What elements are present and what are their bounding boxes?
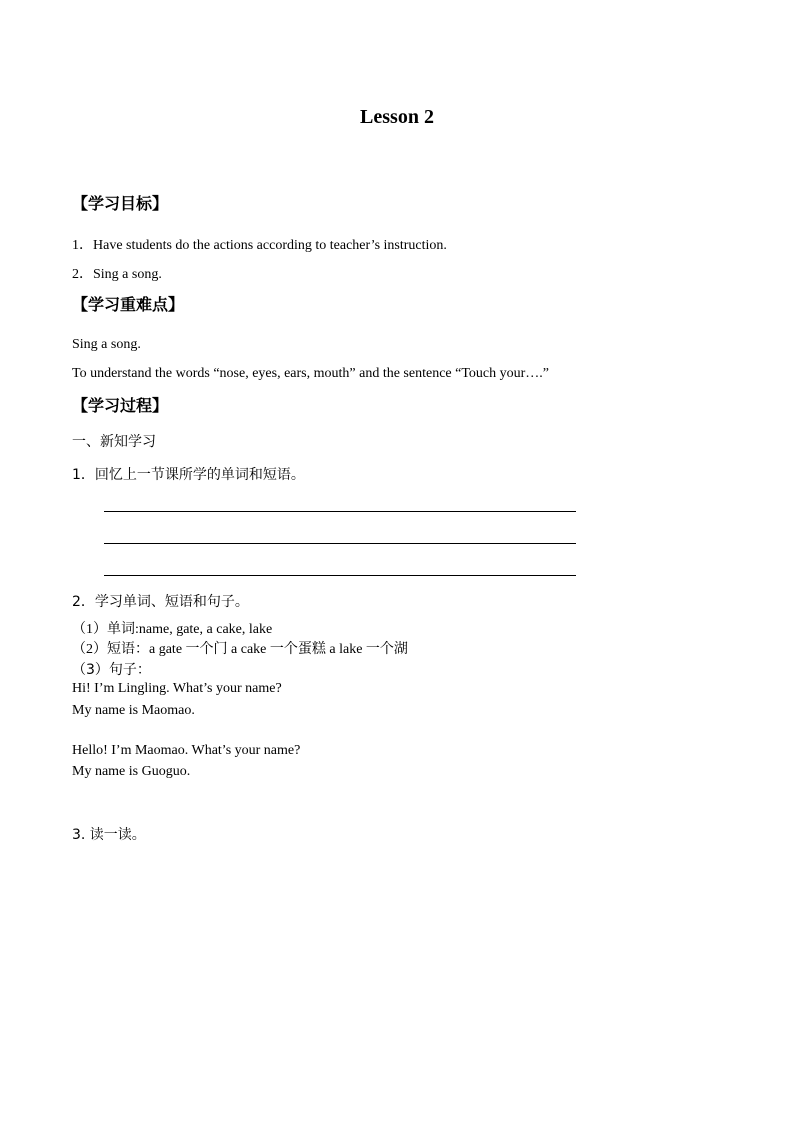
sentences-label: （3）句子： xyxy=(72,662,151,678)
answer-line xyxy=(104,575,576,576)
process-heading: 【学习过程】 xyxy=(72,396,169,415)
page-title: Lesson 2 xyxy=(360,106,434,128)
dialogue-1-line-2: My name is Maomao. xyxy=(72,703,195,718)
objectives-heading: 【学习目标】 xyxy=(72,194,169,213)
dialogue-2-line-2: My name is Guoguo. xyxy=(72,764,191,779)
key-points-heading: 【学习重难点】 xyxy=(72,295,185,314)
objective-item-2: 2．Sing a song. xyxy=(72,267,162,282)
words-line: （1）单词:name, gate, a cake, lake xyxy=(72,622,273,637)
dialogue-1-line-1: Hi! I’m Lingling. What’s your name? xyxy=(72,681,282,696)
objective-item-1: 1．Have students do the actions according to teacher’s instruction. xyxy=(72,238,447,253)
answer-line xyxy=(104,511,576,512)
key-point-line-2: To understand the words “nose, eyes, ears, mouth” and the sentence “Touch your….” xyxy=(72,366,549,381)
step-1-text: 1．回忆上一节课所学的单词和短语。 xyxy=(72,467,305,483)
key-point-line-1: Sing a song. xyxy=(72,337,141,352)
step-2-text: 2．学习单词、短语和句子。 xyxy=(72,594,249,610)
phrases-line: （2）短语：a gate 一个门 a cake 一个蛋糕 a lake 一个湖 xyxy=(72,642,408,657)
answer-line xyxy=(104,543,576,544)
step-3-text: 3. 读一读。 xyxy=(72,827,146,843)
dialogue-2-line-1: Hello! I’m Maomao. What’s your name? xyxy=(72,743,301,758)
part-one-label: 一、新知学习 xyxy=(72,434,156,450)
